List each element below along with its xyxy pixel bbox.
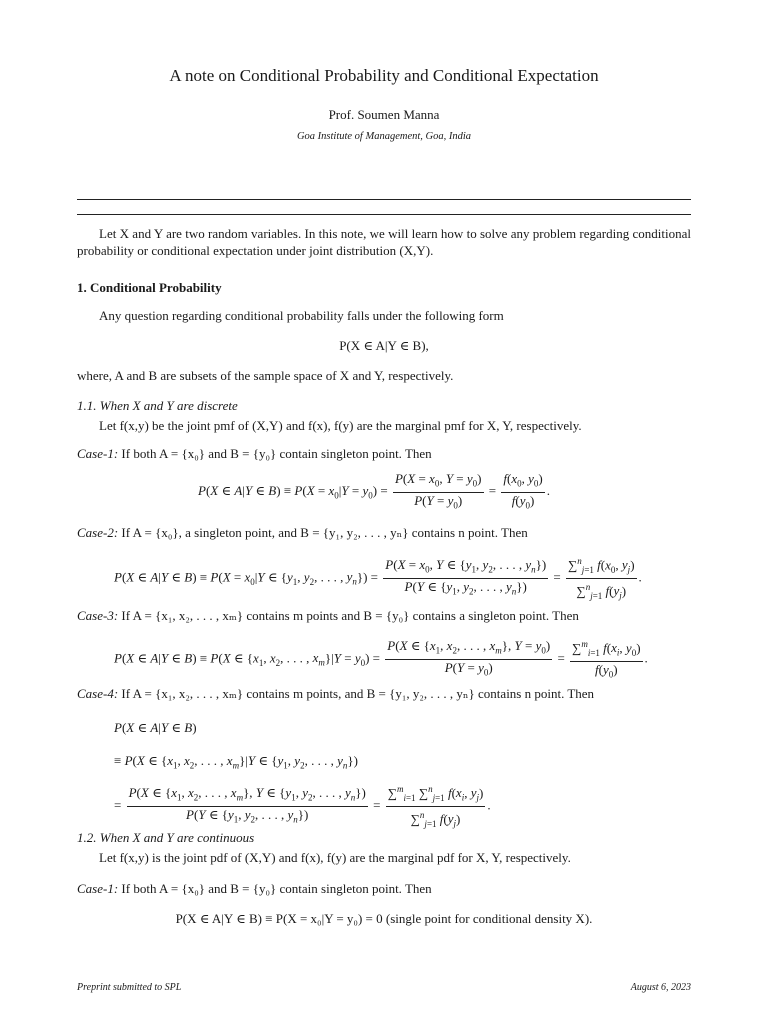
case-text: If A = {x₁, x₂, . . . , xₘ} contains m points and B = {y₀} contains a singleton point. Then — [121, 608, 579, 623]
sets-explanation: where, A and B are subsets of the sample space of X and Y, respectively. — [77, 368, 454, 383]
footer-preprint: Preprint submitted to SPL — [77, 982, 182, 993]
case-text: If both A = {x₀} and B = {y₀} contain singleton point. Then — [121, 446, 432, 461]
continuous-case-1-equation: P(X ∈ A|Y ∈ B) ≡ P(X = x₀|Y = y₀) = 0 (single point for conditional density X). — [175, 911, 593, 926]
case-4-line — [77, 686, 594, 702]
section-intro: Any question regarding conditional probability falls under the following form — [99, 308, 504, 323]
intro-paragraph: Let X and Y are two random variables. In this note, we will learn how to solve any problem regarding conditional probability or conditional expectation under joint distribution (X,Y). — [77, 226, 691, 258]
subsection-heading-continuous: 1.2. When X and Y are continuous — [77, 830, 255, 845]
case-text: If A = {x₀}, a singleton point, and B = {y₁, y₂, . . . , yₙ} contains n point. Then — [121, 525, 528, 540]
discrete-intro: Let f(x,y) be the joint pmf of (X,Y) and f(x), f(y) are the marginal pmf for X, Y, respectively. — [99, 418, 582, 433]
case-1-line — [77, 446, 432, 462]
case-text: If both A = {x₀} and B = {y₀} contain singleton point. Then — [121, 881, 432, 896]
case-1-equation: P(X ∈ A|Y ∈ $B) \equiv P(X = x_0|Y = y_0)$ = $\frac{P(X = x_0, Y = y_0)}{P(Y = y_0)}$ = $\frac{f(x_0, y_0)}{f(y_0)}$ . — [198, 471, 550, 511]
case-4-equation-line-1: P(X ∈ A|Y ∈ B) — [114, 720, 197, 735]
paper-title: A note on Conditional Probability and Conditional Expectation — [169, 66, 599, 85]
case-3-line — [77, 608, 579, 624]
continuous-case-1-line — [77, 881, 432, 897]
case-label: Case-1: — [77, 446, 119, 461]
footer-date: August 6, 2023 — [630, 982, 691, 993]
case-label: Case-1: — [77, 881, 119, 896]
case-2-line — [77, 525, 528, 541]
case-text: If A = {x₁, x₂, . . . , xₘ} contains m points, and B = {y₁, y₂, . . . , yₙ} contains n point. Then — [121, 686, 595, 701]
general-form-equation: P(X ∈ A|Y ∈ B), — [339, 338, 429, 353]
case-4-equation-line-2: ≡ P(X ∈ {$x_1$, $x_2$, . . . , $x_m\}|Y$ ∈ {$y_1$, $y_2$, . . . , $y_n$}) — [114, 753, 358, 771]
case-4-equation-line-3: = $\frac{P(X \in \{x_1, x_2, . . . , x_m\}, Y \in \{y_1, y_2, . . . , y_n\})}{P(Y \in \{y_1, y_2, . . . , y_n\})}$ = $\frac{\sum^m_{i=1} \sum^n_{j=1} f(x_i, y_j)}{\sum^n_{j=1} f(y_j)}$ . — [114, 781, 491, 832]
case-3-equation: P(X ∈ A|Y ∈ B) ≡ P(X ∈ {$x_1$, $x_2$, . . . , $x_m\}|Y = y_0$) = $\frac{P(X \in \{x_1, x_2, . . . , x_m\}, Y = y_0)}{P(Y = y_0)}$ = $\frac{\sum^m_{i=1} f(x_i, y_0)}{f(y_0)}$ . — [114, 636, 648, 683]
continuous-intro: Let f(x,y) is the joint pdf of (X,Y) and f(x), f(y) are the marginal pdf for X, Y, respectively. — [99, 850, 571, 865]
header-rule-top — [77, 199, 691, 200]
case-label: Case-4: — [77, 686, 119, 701]
subsection-heading-discrete: 1.1. When X and Y are discrete — [77, 398, 238, 413]
section-heading: 1. Conditional Probability — [77, 280, 222, 295]
case-label: Case-2: — [77, 525, 119, 540]
case-2-equation: P(X ∈ A|Y ∈ $B) \equiv P(X = x_0|Y$ ∈ {$y_1$, $y_2$, . . . , $y_n$}) = $\frac{P(X = x_0, Y \in \{y_1, y_2, . . . , y_n\})}{P(Y \in \{y_1, y_2, . . . , y_n\})}$ = $\frac{\sum^n_{j=1} f(x_0, y_j)}{\sum^n_{j=1} f(y_j)}$ . — [114, 553, 642, 604]
case-label: Case-3: — [77, 608, 119, 623]
author-affiliation: Goa Institute of Management, Goa, India — [296, 131, 472, 142]
author-name: Prof. Soumen Manna — [328, 107, 440, 122]
header-rule-bottom — [77, 214, 691, 215]
